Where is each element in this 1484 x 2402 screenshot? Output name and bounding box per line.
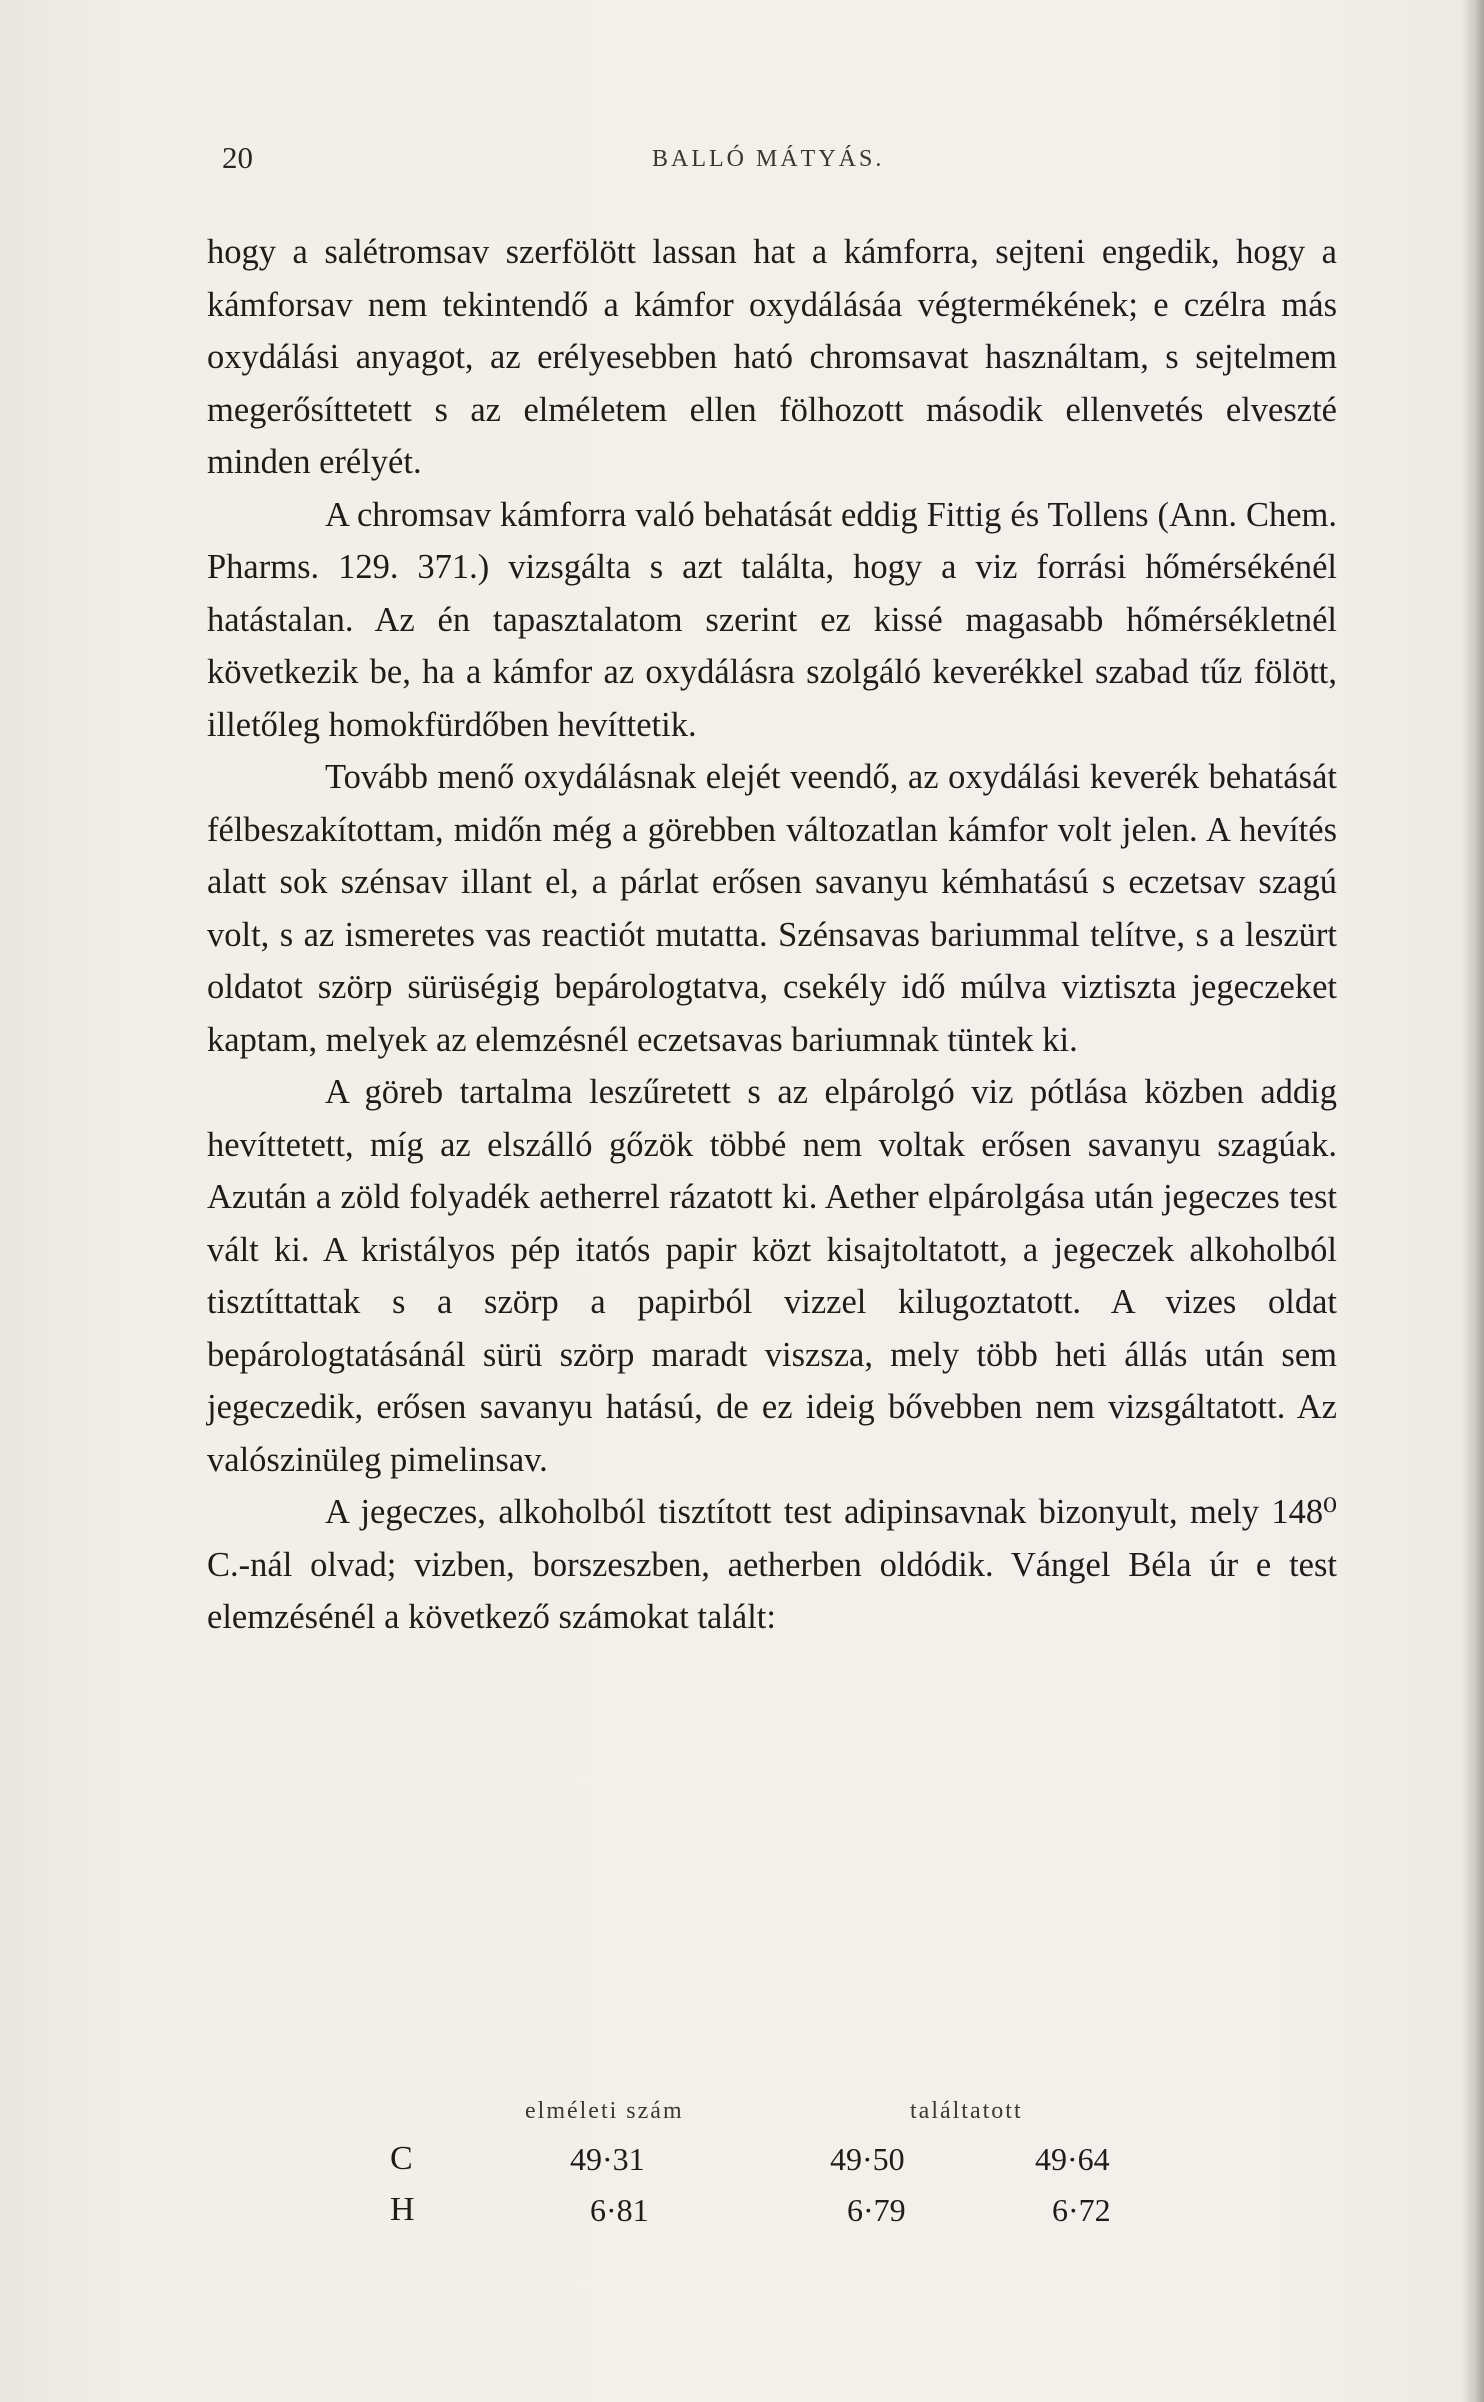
- table-cell-found: 6·79: [847, 2192, 906, 2228]
- paragraph: A jegeczes, alkoholból tisztított test adipinsavnak bizonyult, mely 148⁰ C.-nál olvad; vizben, borszeszben, aetherben oldódik. Vángel Béla úr e test elemzésénél a következő számokat talált:: [207, 1493, 1337, 1636]
- paragraph: hogy a salétromsav szerfölött lassan hat a kámforra, sejteni engedik, hogy a kámforsav nem tekintendő a kámfor oxydálásáa végtermékének; e czélra más oxydálási anyagot, az erélyesebben ható chromsavat használtam, s sejtelmem megerősíttetett s az elméletem ellen fölhozott második ellenvetés elveszté minden erélyét.: [207, 233, 1337, 481]
- table-cell-theoretical: 49·31: [570, 2141, 645, 2177]
- table-cell-found: 49·64: [1035, 2141, 1110, 2177]
- body-text: [207, 226, 1337, 1644]
- table-row-element: H: [390, 2191, 415, 2228]
- paragraph: Tovább menő oxydálásnak elejét veendő, az oxydálási keverék behatását félbeszakítottam, midőn még a görebben változatlan kámfor volt jelen. A hevítés alatt sok szénsav illant el, a párlat erősen savanyu kémhatású s eczetsav szagú volt, s az ismeretes vas reactiót mutatta. Szénsavas bariummal telítve, s a leszürt oldatot szörp sürüségig bepárologtatva, csekély idő múlva viztiszta jegeczeket kaptam, melyek az elemzésnél eczetsavas bariumnak tüntek ki.: [207, 758, 1337, 1059]
- analysis-results-table: [350, 2098, 1150, 2238]
- table-row-element: C: [390, 2140, 413, 2177]
- running-head: BALLÓ MÁTYÁS.: [652, 146, 885, 172]
- page-header: [222, 140, 1337, 184]
- table-cell-theoretical: 6·81: [590, 2192, 649, 2228]
- page-edge-shadow: [1462, 0, 1484, 2402]
- paragraph: A göreb tartalma leszűretett s az elpárolgó viz pótlása közben addig hevíttetett, míg az elszálló gőzök többé nem voltak erősen savanyu szagúak. Azután a zöld folyadék aetherrel rázatott ki. Aether elpárolgása után jegeczes test vált ki. A kristályos pép itatós papir közt kisajtoltatott, a jegeczek alkoholból tisztíttattak s a szörp a papirból vizzel kilugoztatott. A vizes oldat bepárologtatásánál sürü szörp maradt viszsza, mely több heti állás után sem jegeczedik, erősen savanyu hatású, de ez ideig bővebben nem vizsgáltatott. Az valószinüleg pimelinsav.: [207, 1073, 1337, 1479]
- table-cell-found: 49·50: [830, 2141, 905, 2177]
- column-header-found: találtatott: [910, 2098, 1023, 2124]
- paragraph: A chromsav kámforra való behatását eddig Fittig és Tollens (Ann. Chem. Pharms. 129. 371.) vizsgálta s azt találta, hogy a viz forrási hőmérsékénél hatástalan. Az én tapasztalatom szerint ez kissé magasabb hőmérsékletnél következik be, ha a kámfor az oxydálásra szolgáló keverékkel szabad tűz fölött, illetőleg homokfürdőben hevíttetik.: [207, 495, 1337, 744]
- page-number: 20: [222, 140, 253, 175]
- table-cell-found: 6·72: [1052, 2192, 1111, 2228]
- column-header-theoretical: elméleti szám: [525, 2098, 684, 2124]
